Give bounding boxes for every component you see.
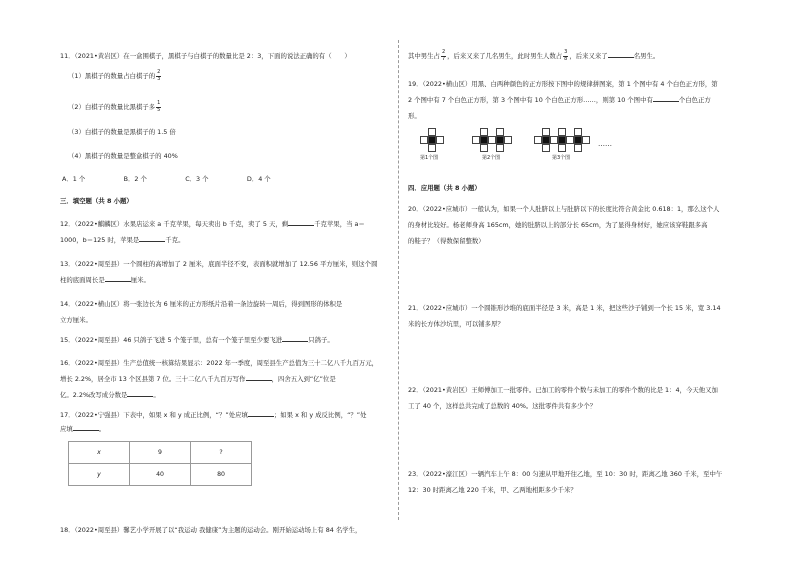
table-cell: x bbox=[69, 442, 130, 464]
q16-line-1: 16．（2022•周至县）生产总值统一核算结果显示：2022 年一季度，周至县生产总值为三十二亿八千九百万元， bbox=[60, 359, 379, 367]
q16-line-3: 亿。2.2%改写成分数是 。 bbox=[60, 391, 160, 399]
q21-line-2: 米的长方体沙坑里，可以铺多厚？ bbox=[408, 320, 504, 328]
q18-line-1: 18．（2022•周至县）馨艺小学开展了以“我运动 我健康”为主题的运动会。刚开始运动场上有 84 名学生， bbox=[60, 526, 362, 534]
answer-blank[interactable] bbox=[282, 334, 308, 342]
black-square bbox=[558, 136, 566, 144]
table-cell: 9 bbox=[130, 442, 191, 464]
white-square bbox=[550, 136, 558, 144]
table-row bbox=[69, 464, 252, 486]
q14-line-1: 14．（2022•横山区）将一张边长为 6 厘米的正方形纸片沿着一条边旋转一周后，得到图形的体积是 bbox=[60, 300, 343, 308]
white-square bbox=[566, 136, 574, 144]
answer-blank[interactable] bbox=[608, 50, 634, 58]
section-application-heading: 四．应用题（共 8 小题） bbox=[408, 184, 481, 192]
continuation-ellipsis: …… bbox=[598, 140, 612, 148]
answer-blank[interactable] bbox=[653, 94, 679, 102]
white-square bbox=[428, 144, 436, 152]
answer-blank[interactable] bbox=[127, 389, 153, 397]
white-square bbox=[472, 136, 480, 144]
q12-line-2: 1000，b＝125 时，苹果是 千克。 bbox=[60, 236, 185, 244]
white-square bbox=[480, 128, 488, 136]
white-square bbox=[542, 128, 550, 136]
q19-line-1: 19．（2022•横山区）用黑、白两种颜色的正方形按下图中的规律拼图案，第 1 个图中有 4 个白色正方形，第 bbox=[408, 80, 718, 88]
q21-line-1: 21．（2022•应城市）一个圆锥形沙堆的底面半径是 3 米，高是 1 米，把这些沙子铺到一个长 15 米，宽 3.14 bbox=[408, 304, 721, 312]
fraction: $\frac{3}{8}$ bbox=[564, 49, 568, 62]
white-square bbox=[488, 136, 496, 144]
fraction: $\frac{2}{3}$ bbox=[157, 69, 161, 82]
table-cell: 80 bbox=[191, 464, 252, 486]
table-cell: 40 bbox=[130, 464, 191, 486]
q23-line-1: 23．（2022•濠江区）一辆汽车上午 8：00 匀速从甲地开往乙地，至 10：30 时，距离乙地 360 千米，至中午 bbox=[408, 470, 723, 478]
answer-blank[interactable] bbox=[139, 234, 165, 242]
q15-line-1: 15．（2022•周至县）46 只鸽子飞进 5 个笼子里，总有一个笼子里至少要飞进 只鸽子。 bbox=[60, 336, 334, 344]
figure-caption: 第1个图 bbox=[420, 155, 439, 161]
q12-line-1: 12．（2022•麒麟区）水果店运来 a 千克苹果，每天卖出 b 千克，卖了 5 天，剩 千克苹果，当 a＝ bbox=[60, 220, 365, 228]
q11-stem: 11．（2021•黄岩区）在一盒围棋子，黑棋子与白棋子的数量比是 2：3，下面的说法正确的有（ ） bbox=[60, 52, 351, 60]
q11-option-1: （1）黑棋子的数量占白棋子的 $\frac{2}{3}$ bbox=[68, 69, 161, 82]
q17-line-2: 应填 。 bbox=[60, 425, 106, 433]
answer-blank[interactable] bbox=[105, 274, 131, 282]
white-square bbox=[534, 136, 542, 144]
table-row bbox=[69, 442, 252, 464]
answer-blank[interactable] bbox=[288, 218, 314, 226]
column-divider bbox=[398, 40, 399, 520]
white-square bbox=[428, 128, 436, 136]
q17-ratio-table bbox=[68, 441, 252, 486]
fraction: $\frac{1}{5}$ bbox=[157, 100, 161, 113]
figure-caption: 第3个图 bbox=[552, 155, 571, 161]
black-square bbox=[480, 136, 488, 144]
white-square bbox=[574, 128, 582, 136]
right-column bbox=[408, 0, 778, 561]
table-cell: ? bbox=[191, 442, 252, 464]
q19-line-2: 2 个图中有 7 个白色正方形，第 3 个图中有 10 个白色正方形……，则第 10 个图中有 个白色正方 bbox=[408, 96, 711, 104]
fraction: $\frac{2}{7}$ bbox=[441, 49, 446, 62]
white-square bbox=[558, 144, 566, 152]
q19-pattern-figures bbox=[414, 128, 614, 168]
q11-option-3: （3）白棋子的数量是黑棋子的 1.5 倍 bbox=[68, 128, 176, 136]
q13-line-1: 13．（2022•周至县）一个圆柱的高增加了 2 厘米，底面半径不变，表面积就增加了 12.56 平方厘米，则这个圆 bbox=[60, 260, 378, 268]
q22-line-1: 22．（2021•黄岩区）王师傅加工一批零件。已加工的零件个数与未加工的零件个数的比是 1：4，今天他又加 bbox=[408, 386, 718, 394]
q18-continuation: 其中男生占 $\frac{2}{7}$ ，后来又来了几名男生，此时男生人数占 $\frac{3}{8}$ ，后来又来了 名男生。 bbox=[408, 49, 660, 62]
q22-line-2: 工了 40 个，这样总共完成了总数的 40%。这批零件共有多少个？ bbox=[408, 402, 597, 410]
white-square bbox=[436, 136, 444, 144]
white-square bbox=[420, 136, 428, 144]
white-square bbox=[480, 144, 488, 152]
q19-line-3: 形。 bbox=[408, 112, 421, 120]
q23-line-2: 12：30 时距离乙地 220 千米，甲、乙两地相距多少千米？ bbox=[408, 486, 577, 494]
black-square bbox=[496, 136, 504, 144]
q13-line-2: 柱的底面周长是 厘米。 bbox=[60, 276, 150, 284]
section-fill-in-heading: 三．填空题（共 8 小题） bbox=[60, 197, 133, 205]
white-square bbox=[496, 128, 504, 136]
q20-line-3: 的鞋子？（得数保留整数） bbox=[408, 237, 485, 245]
figure-caption: 第2个图 bbox=[482, 155, 501, 161]
answer-blank[interactable] bbox=[248, 409, 274, 417]
white-square bbox=[496, 144, 504, 152]
table-cell: y bbox=[69, 464, 130, 486]
white-square bbox=[574, 144, 582, 152]
white-square bbox=[558, 128, 566, 136]
black-square bbox=[542, 136, 550, 144]
white-square bbox=[504, 136, 512, 144]
white-square bbox=[542, 144, 550, 152]
q11-choices: A．1 个 B．2 个 C．3 个 D．4 个 bbox=[62, 175, 271, 183]
q11-option-4: （4）黑棋子的数量是整盒棋子的 40% bbox=[68, 152, 178, 160]
black-square bbox=[428, 136, 436, 144]
answer-blank[interactable] bbox=[246, 373, 272, 381]
black-square bbox=[574, 136, 582, 144]
left-column bbox=[60, 0, 396, 561]
answer-blank[interactable] bbox=[73, 423, 99, 431]
q11-option-2: （2）白棋子的数量比黑棋子多 $\frac{1}{5}$ bbox=[68, 100, 161, 113]
q20-line-1: 20．（2022•应城市）一般认为，如果一个人肚脐以上与肚脐以下的长度比符合黄金比 0.618：1，那么这个人 bbox=[408, 205, 720, 213]
q20-line-2: 的身材比较好。杨老师身高 165cm，她的肚脐以上的部分长 65cm，为了显得身材好，她应该穿鞋跟多高 bbox=[408, 221, 708, 229]
q14-line-2: 立方厘米。 bbox=[60, 316, 92, 324]
white-square bbox=[582, 136, 590, 144]
q16-line-2: 增长 2.2%，居全市 13 个区县第 7 位。三十二亿八千九百万写作 ，四舍五入到“亿”位是 bbox=[60, 375, 336, 383]
q17-line-1: 17．（2022•宁强县）下表中，如果 x 和 y 成正比例，“？”处应填 ；如果 x 和 y 成反比例，“？”处 bbox=[60, 411, 367, 419]
